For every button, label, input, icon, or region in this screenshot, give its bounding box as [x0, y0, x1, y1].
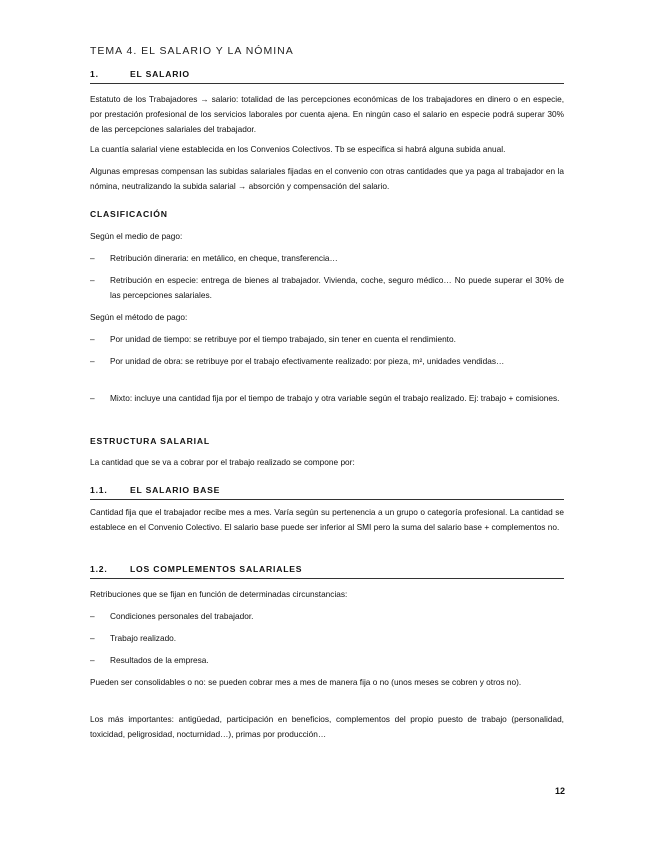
list-item: – Retribución en especie: entrega de bienes al trabajador. Vivienda, coche, seguro médico… No puede superar el 30% de las percepciones salariales.	[90, 275, 564, 300]
section-heading-complementos	[90, 564, 564, 579]
list-dash: –	[90, 655, 95, 665]
list-dash: –	[90, 253, 95, 263]
list-item: – Condiciones personales del trabajador.	[90, 609, 564, 624]
heading-estructura-salarial: ESTRUCTURA SALARIAL	[90, 436, 210, 446]
label-metodo-pago: Según el método de pago:	[90, 312, 188, 322]
list-dash: –	[90, 393, 95, 403]
paragraph-estructura: La cantidad que se va a cobrar por el trabajo realizado se compone por:	[90, 457, 355, 467]
list-item: – Resultados de la empresa.	[90, 653, 564, 668]
section-heading-salario-base	[90, 485, 564, 500]
list-dash: –	[90, 334, 95, 344]
section-number: 1.1.	[90, 485, 108, 495]
paragraph-cuantia: La cuantía salarial viene establecida en los Convenios Colectivos. Tb se especifica si habrá alguna subida anual.	[90, 144, 506, 154]
list-item: – Trabajo realizado.	[90, 631, 564, 646]
list-dash: –	[90, 356, 95, 366]
list-dash: –	[90, 275, 95, 285]
list-item: – Mixto: incluye una cantidad fija por el tiempo de trabajo y otra variable según el trabajo realizado. Ej: trabajo + comisiones.	[90, 391, 564, 406]
paragraph-compensacion: Algunas empresas compensan las subidas salariales fijadas en el convenio con otras cantidades que ya paga al trabajador en la nómina, neutralizando la subida salarial → absorción y compensación del salario.	[90, 166, 564, 191]
list-item: – Por unidad de obra: se retribuye por el trabajo efectivamente realizado: por pieza, m², unidades vendidas…	[90, 354, 564, 369]
list-dash: –	[90, 633, 95, 643]
paragraph-importantes: Los más importantes: antigüedad, participación en beneficios, complementos del propio puesto de trabajo (personalidad, toxicidad, peligrosidad, nocturnidad…), primas por producción…	[90, 714, 564, 739]
paragraph-definition: Estatuto de los Trabajadores → salario: totalidad de las percepciones económicas de los trabajadores en dinero o en especie, por prestación profesional de los servicios laborales por cuenta ajena. En ningún caso el salario en especie podrá superar 30% de las percepciones salariales del trabajador.	[90, 94, 564, 134]
section-number: 1.	[90, 69, 99, 79]
document-title: TEMA 4. EL SALARIO Y LA NÓMINA	[90, 45, 294, 57]
heading-clasificacion: CLASIFICACIÓN	[90, 209, 168, 219]
section-title: EL SALARIO BASE	[130, 485, 221, 495]
list-item: – Por unidad de tiempo: se retribuye por el tiempo trabajado, sin tener en cuenta el rendimiento.	[90, 332, 564, 347]
section-title: LOS COMPLEMENTOS SALARIALES	[130, 564, 303, 574]
list-item: – Retribución dineraria: en metálico, en cheque, transferencia…	[90, 251, 564, 266]
section-heading-el-salario	[90, 69, 564, 84]
section-title: EL SALARIO	[130, 69, 190, 79]
label-medio-pago: Según el medio de pago:	[90, 231, 183, 241]
page-number: 12	[554, 786, 565, 796]
paragraph-salario-base: Cantidad fija que el trabajador recibe mes a mes. Varía según su pertenencia a un grupo o categoría profesional. La cantidad se establece en el Convenio Colectivo. El salario base puede ser inferior al SMI pero la suma del salario base + complementos no.	[90, 507, 564, 532]
section-number: 1.2.	[90, 564, 108, 574]
paragraph-complementos-intro: Retribuciones que se fijan en función de determinadas circunstancias:	[90, 589, 348, 599]
list-dash: –	[90, 611, 95, 621]
paragraph-consolidables: Pueden ser consolidables o no: se pueden cobrar mes a mes de manera fija o no (unos meses se cobren y otros no).	[90, 677, 522, 687]
